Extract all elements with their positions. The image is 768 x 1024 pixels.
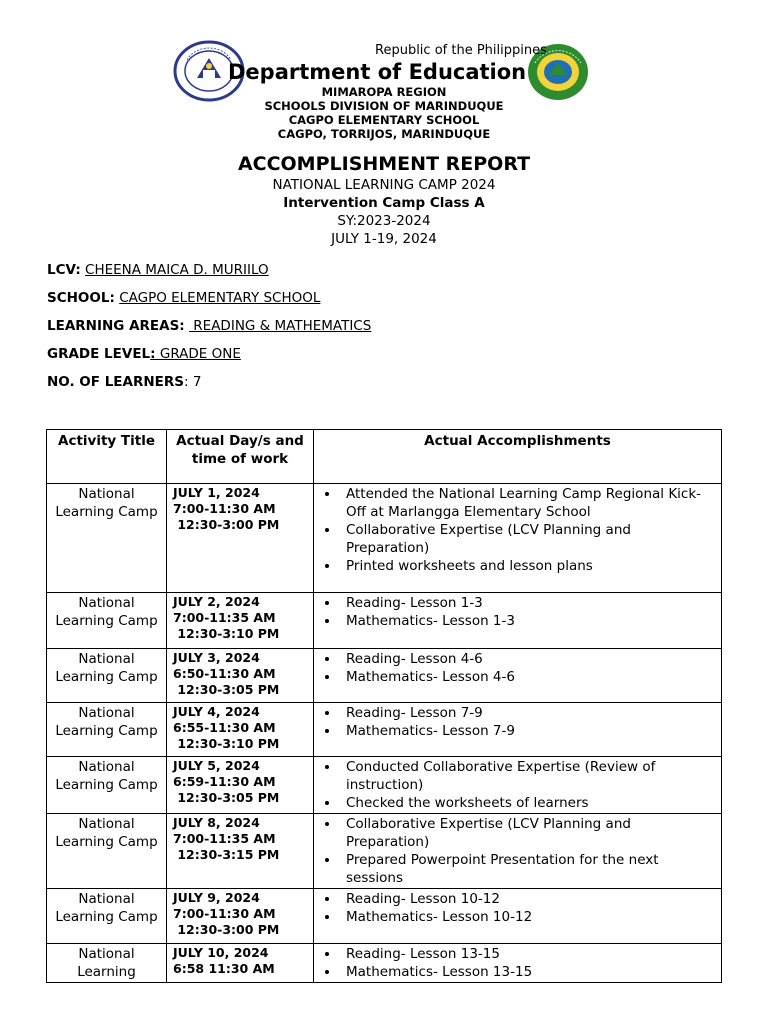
accomplishment-list (318, 704, 717, 740)
learning-areas-label: LEARNING AREAS: (47, 318, 185, 334)
actual-day-cell (167, 757, 314, 814)
date-text: JULY 1, 2024 (173, 485, 260, 500)
grade-level-label: GRADE LEVEL (47, 346, 151, 362)
address-text: CAGPO, TORRIJOS, MARINDUQUE (277, 127, 491, 141)
accomplishment-list (318, 815, 717, 887)
activity-title-cell: National Learning Camp (47, 649, 167, 703)
date-text: JULY 10, 2024 (173, 945, 269, 960)
date-range-text: JULY 1-19, 2024 (331, 231, 437, 247)
republic-text: Republic of the Philippines (375, 43, 547, 58)
time-text: 12:30-3:00 PM (173, 922, 280, 937)
accomplishment-item: • Reading- Lesson 10-12 (340, 890, 717, 908)
time-text: 7:00-11:35 AM (173, 831, 276, 846)
time-text: 7:00-11:30 AM (173, 906, 276, 921)
division-text: SCHOOLS DIVISION OF MARINDUQUE (264, 99, 504, 113)
actual-day-cell (167, 944, 314, 983)
accomplishment-item: • Mathematics- Lesson 7-9 (340, 722, 717, 740)
accomplishments-cell (314, 814, 722, 889)
accomplishment-item: • Collaborative Expertise (LCV Planning and Preparation) (340, 815, 717, 851)
actual-day-cell (167, 814, 314, 889)
program-text: NATIONAL LEARNING CAMP 2024 (272, 177, 496, 193)
time-text: 12:30-3:00 PM (173, 517, 280, 532)
accomplishment-item: • Reading- Lesson 7-9 (340, 704, 717, 722)
accomplishment-list (318, 594, 717, 630)
learning-areas-line (47, 318, 371, 334)
time-text: 6:59-11:30 AM (173, 774, 276, 789)
date-text: JULY 5, 2024 (173, 758, 260, 773)
table-header-row (47, 430, 722, 484)
accomplishment-item: • Conducted Collaborative Expertise (Review of instruction) (340, 758, 717, 794)
time-text: 12:30-3:05 PM (173, 682, 280, 697)
date-text: JULY 8, 2024 (173, 815, 260, 830)
accomplishments-cell (314, 593, 722, 649)
table-row (47, 703, 722, 757)
table-row (47, 649, 722, 703)
region-text: MIMAROPA REGION (321, 85, 447, 99)
accomplishments-cell (314, 944, 722, 983)
actual-day-cell (167, 703, 314, 757)
accomplishments-cell (314, 649, 722, 703)
accomplishment-table (46, 429, 722, 983)
time-text: 12:30-3:10 PM (173, 736, 280, 751)
time-text: 6:55-11:30 AM (173, 720, 276, 735)
accomplishment-item: • Printed worksheets and lesson plans (340, 557, 717, 575)
table-row (47, 593, 722, 649)
activity-title-cell: National Learning (47, 944, 167, 983)
school-label: SCHOOL: (47, 290, 115, 306)
report-title: ACCOMPLISHMENT REPORT (237, 153, 531, 175)
accomplishment-item: • Mathematics- Lesson 4-6 (340, 668, 717, 686)
table-row (47, 889, 722, 944)
learners-value: : 7 (184, 374, 202, 390)
accomplishment-item: • Collaborative Expertise (LCV Planning and Preparation) (340, 521, 717, 557)
accomplishment-list (318, 758, 717, 812)
time-text: 12:30-3:05 PM (173, 790, 280, 805)
time-text: 7:00-11:35 AM (173, 610, 276, 625)
date-text: JULY 2, 2024 (173, 594, 260, 609)
accomplishment-list (318, 890, 717, 926)
activity-title-cell: National Learning Camp (47, 757, 167, 814)
actual-day-cell (167, 889, 314, 944)
time-text: 12:30-3:15 PM (173, 847, 280, 862)
accomplishments-cell (314, 889, 722, 944)
learning-areas-value: READING & MATHEMATICS (189, 318, 372, 334)
lcv-value: CHEENA MAICA D. MURIILO (85, 262, 269, 278)
time-text: 12:30-3:10 PM (173, 626, 280, 641)
accomplishment-item: • Mathematics- Lesson 10-12 (340, 908, 717, 926)
accomplishment-list (318, 650, 717, 686)
header-actual-days: Actual Day/s and time of work (167, 430, 314, 484)
learners-label: NO. OF LEARNERS (47, 374, 185, 390)
date-text: JULY 3, 2024 (173, 650, 260, 665)
accomplishment-item: • Checked the worksheets of learners (340, 794, 717, 812)
activity-title-cell: National Learning Camp (47, 889, 167, 944)
accomplishment-item: • Reading- Lesson 13-15 (340, 945, 717, 963)
table-row (47, 484, 722, 593)
activity-title-cell: National Learning Camp (47, 703, 167, 757)
table-body (47, 484, 722, 983)
accomplishments-cell (314, 757, 722, 814)
table-row (47, 757, 722, 814)
time-text: 7:00-11:30 AM (173, 501, 276, 516)
time-text: 6:50-11:30 AM (173, 666, 276, 681)
school-line (47, 290, 320, 306)
accomplishment-item: • Attended the National Learning Camp Regional Kick-Off at Marlangga Elementary School (340, 485, 717, 521)
grade-level-colon: : (150, 346, 156, 362)
actual-day-cell (167, 593, 314, 649)
grade-level-line (47, 346, 241, 362)
accomplishment-item: • Prepared Powerpoint Presentation for the next sessions (340, 851, 717, 887)
table-row (47, 944, 722, 983)
activity-title-cell: National Learning Camp (47, 814, 167, 889)
header-activity-title: Activity Title (47, 430, 167, 484)
date-text: JULY 4, 2024 (173, 704, 260, 719)
table-row (47, 814, 722, 889)
school-name-text: CAGPO ELEMENTARY SCHOOL (288, 113, 480, 127)
lcv-line (47, 262, 269, 278)
accomplishment-list (318, 945, 717, 981)
accomplishments-cell (314, 703, 722, 757)
actual-day-cell (167, 484, 314, 593)
accomplishment-list (318, 485, 717, 575)
accomplishment-item: • Mathematics- Lesson 1-3 (340, 612, 717, 630)
lcv-label: LCV: (47, 262, 81, 278)
grade-level-value: GRADE ONE (155, 346, 241, 362)
department-title: Department of Education (228, 60, 527, 84)
class-text: Intervention Camp Class A (283, 195, 485, 211)
header-accomplishments: Actual Accomplishments (314, 430, 722, 484)
activity-title-cell: National Learning Camp (47, 484, 167, 593)
accomplishment-item: • Mathematics- Lesson 13-15 (340, 963, 717, 981)
activity-title-cell: National Learning Camp (47, 593, 167, 649)
time-text: 6:58 11:30 AM (173, 961, 275, 976)
actual-day-cell (167, 649, 314, 703)
accomplishment-item: • Reading- Lesson 1-3 (340, 594, 717, 612)
accomplishment-item: • Reading- Lesson 4-6 (340, 650, 717, 668)
accomplishments-cell (314, 484, 722, 593)
date-text: JULY 9, 2024 (173, 890, 260, 905)
school-value: CAGPO ELEMENTARY SCHOOL (119, 290, 321, 306)
learners-line (47, 374, 201, 390)
school-year-text: SY:2023-2024 (337, 213, 431, 229)
